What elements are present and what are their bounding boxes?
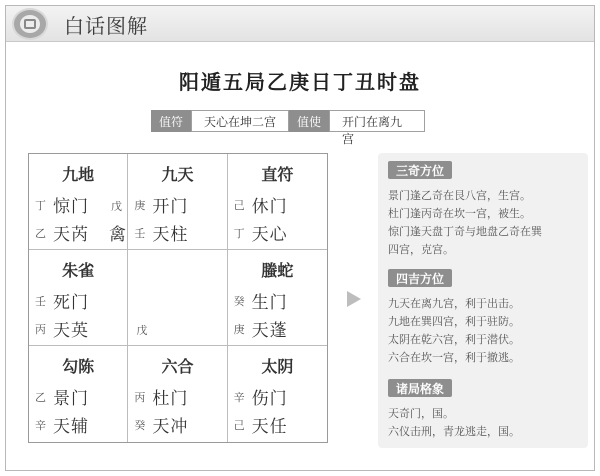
palace-door: 惊门 (53, 197, 89, 217)
palace-stem: 丙 (35, 322, 46, 336)
palace-grid (28, 153, 328, 443)
palace-door: 伤门 (251, 389, 288, 409)
zhishi-value: 开门在离九宫 (329, 110, 425, 132)
palace-stem: 丁 (35, 198, 46, 212)
palace-stem: 癸 (233, 294, 245, 308)
siji-tag: 四吉方位 (388, 269, 452, 287)
palace-stem: 壬 (134, 226, 146, 240)
palace-door: 休门 (251, 197, 288, 217)
palace-god: 勾陈 (62, 357, 95, 376)
palace-stem: 乙 (35, 390, 46, 404)
palace-god: 九天 (161, 165, 194, 184)
sanqi-line: 景门逢乙奇在艮八宫，生宫。 (388, 189, 531, 202)
palace-star: 天蓬 (251, 321, 288, 341)
palace-stem: 丙 (134, 390, 146, 404)
palace-door: 开门 (152, 197, 189, 217)
palace-cell (228, 346, 327, 442)
siji-line: 六合在坎一宫，利于撤逃。 (388, 351, 520, 364)
palace-god: 六合 (161, 357, 194, 376)
palace-god: 螣蛇 (261, 261, 294, 280)
siji-line: 九天在离九宫，利于出击。 (388, 297, 520, 310)
center-stem: 戊 (136, 324, 148, 337)
palace-stem: 庚 (134, 198, 146, 212)
palace-door: 死门 (53, 293, 89, 313)
palace-stem: 壬 (35, 294, 46, 308)
header-title: 白话图解 (64, 14, 148, 38)
sanqi-tag: 三奇方位 (388, 161, 452, 179)
palace-god: 九地 (62, 165, 95, 184)
palace-door: 生门 (251, 293, 288, 313)
palace-stem: 乙 (35, 226, 46, 240)
palace-cell (29, 346, 128, 442)
palace-star: 天辅 (53, 417, 89, 437)
palace-stem: 己 (233, 198, 245, 212)
palace-cell (228, 154, 327, 250)
palace-cell (128, 346, 227, 442)
palace-cell-center (128, 250, 227, 346)
siji-line: 太阴在乾六宫，利于潜伏。 (388, 333, 520, 346)
zhishi-label: 值使 (289, 110, 329, 132)
zhifu-label: 值符 (151, 110, 191, 132)
palace-star: 天心 (251, 225, 288, 245)
palace-cell (29, 154, 128, 250)
palace-door: 景门 (53, 389, 89, 409)
page-title: 阳遁五局乙庚日丁丑时盘 (179, 70, 421, 94)
side-panel (378, 153, 588, 448)
palace-star: 天冲 (152, 417, 189, 437)
sanqi-line: 杜门逢丙奇在坎一宫，被生。 (388, 207, 531, 220)
palace-cell (29, 250, 128, 346)
palace-cell (128, 154, 227, 250)
page-frame (5, 5, 595, 471)
palace-stem: 丁 (233, 226, 245, 240)
palace-star: 天任 (251, 417, 288, 437)
palace-stem: 己 (233, 418, 245, 432)
palace-god: 直符 (261, 165, 294, 184)
palace-star: 天芮 (53, 225, 89, 245)
palace-cell (228, 250, 327, 346)
palace-star: 天英 (53, 321, 89, 341)
palace-stem: 庚 (233, 322, 245, 336)
logo-icon (12, 8, 48, 40)
palace-star: 天柱 (152, 225, 189, 245)
palace-god: 太阴 (261, 357, 294, 376)
geju-line: 六仪击刑，青龙逃走，国。 (388, 425, 520, 438)
palace-extra-stem: 戊 (111, 200, 122, 213)
palace-stem: 癸 (134, 418, 146, 432)
geju-tag: 诸局格象 (388, 379, 452, 397)
info-bar (151, 110, 425, 146)
sanqi-line: 四宫，克宫。 (388, 243, 454, 256)
palace-stem: 辛 (35, 418, 46, 432)
palace-door: 杜门 (152, 389, 189, 409)
header-bar (6, 6, 594, 42)
siji-line: 九地在巽四宫，利于驻防。 (388, 315, 520, 328)
arrow-right-icon (347, 291, 361, 307)
geju-line: 天奇门，国。 (388, 407, 454, 420)
sanqi-line: 惊门逢天盘丁奇与地盘乙奇在巽 (388, 225, 542, 238)
palace-extra-star: 禽 (109, 225, 126, 245)
palace-god: 朱雀 (62, 261, 95, 280)
zhifu-value: 天心在坤二宫 (191, 110, 289, 132)
palace-stem: 辛 (233, 390, 245, 404)
